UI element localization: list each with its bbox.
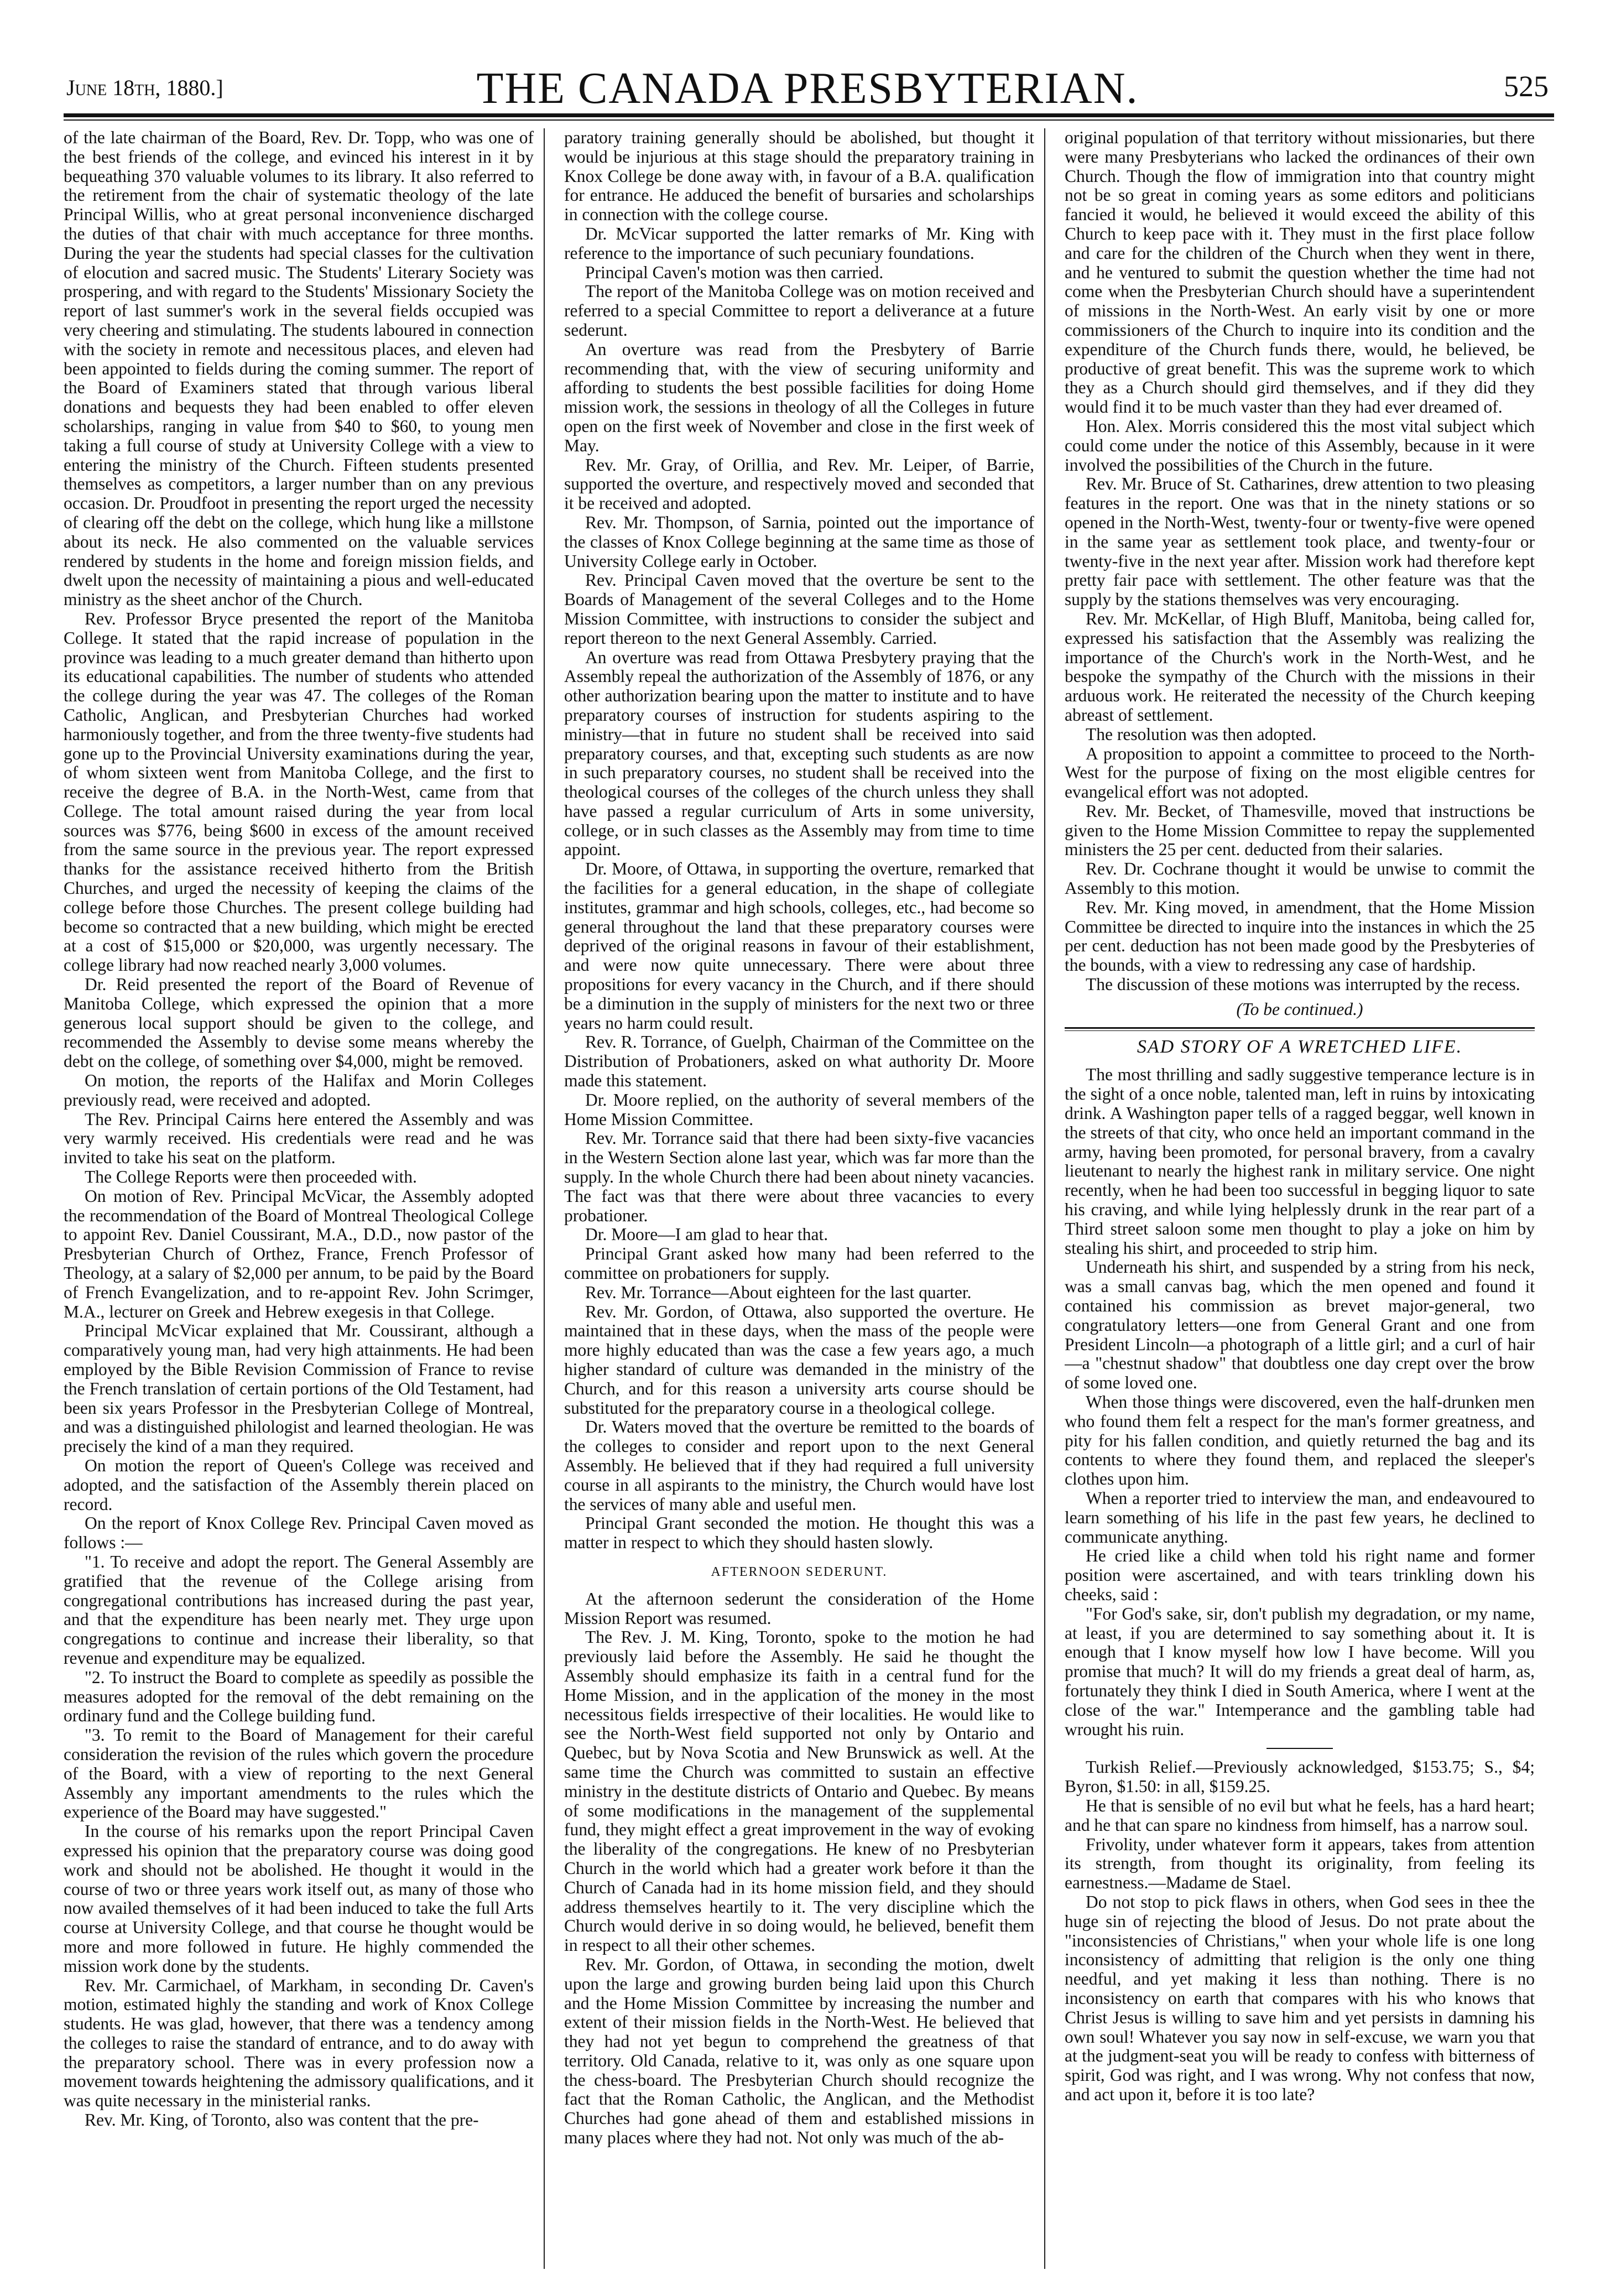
paragraph: Dr. Moore, of Ottawa, in supporting the overture, remarked that the facilities for a general education, in the shape of collegiate institutes, grammar and high schools, colleges, etc., had become so general throughout the land that these preparatory courses were deprived of the original reasons in favour of their establishment, and were now quite unnecessary. There were about three propositions for every vacancy in the Church, and if there should be a diminution in the supply of ministers for the next two or three years no harm could result. — [564, 859, 1034, 1033]
filler-item: Frivolity, under whatever form it appears, takes from attention its strength, from thought its originality, from feeling its earnestness.—Madame de Stael. — [1065, 1834, 1535, 1893]
newspaper-title: THE CANADA PRESBYTERIAN. — [476, 64, 1139, 113]
column-divider — [544, 128, 545, 2269]
section-rule-thin — [1065, 1030, 1535, 1031]
paragraph: Rev. Principal Caven moved that the overture be sent to the Boards of Management of the several Colleges and to the Home Mission Committee, with instructions to consider the subject and report thereon to the next General Assembly. Carried. — [564, 570, 1034, 648]
paragraph: On motion of Rev. Principal McVicar, the Assembly adopted the recommendation of the Board of Montreal Theological College to appoint Rev. Daniel Coussirant, M.A., D.D., now pastor of the Presbyterian Church of Orthez, France, French Professor of Theology, at a salary of $2,000 per annum, to be paid by the Board of French Evangelization, and to re-appoint Rev. John Scrimger, M.A., lecturer on Greek and Hebrew exegesis in that College. — [64, 1186, 534, 1321]
paragraph: Rev. Mr. Bruce of St. Catharines, drew attention to two pleasing features in the report. One was that in the ninety stations or so opened in the North-West, twenty-four or twenty-five were opened in the same year as settlement took place, and twenty-four or twenty-five in the next year after. Mission work had therefore kept pretty fair pace with settlement. The other feature was that the supply by the stations themselves was very encouraging. — [1065, 474, 1535, 610]
paragraph: He cried like a child when told his right name and former position were ascertained, and with tears trinkling down his cheeks, said : — [1065, 1546, 1535, 1604]
paragraph: of the late chairman of the Board, Rev. Dr. Topp, who was one of the best friends of the college, and evinced his interest in it by bequeathing 370 valuable volumes to its library. It also referred to the retirement from the chair of systematic theology of the late Principal Willis, who at great personal inconvenience discharged the duties of that chair with much acceptance for three months. During the year the students had special classes for the cultivation of elocution and sacred music. The Students' Literary Society was prospering, and with regard to the Students' Missionary Society the report of last summer's work in the several fields occupied was very cheering and stimulating. The students laboured in connection with the society in remote and necessitous places, and eleven had been appointed to fields during the coming summer. The report of the Board of Examiners stated that through various liberal donations and bequests they had been enabled to offer eleven scholarships, ranging in value from $40 to $60, to young men taking a full course of study at University College with a view to entering the ministry of the Church. Fifteen students presented themselves as competitors, a larger number than on any previous occasion. Dr. Proudfoot in presenting the report urged the necessity of clearing off the debt on the college, which hung like a millstone about its neck. He also commented on the valuable services rendered by students in the home and foreign mission fields, and dwelt upon the necessity of maintaining a pious and well-educated ministry as the sheet anchor of the Church. — [64, 128, 534, 610]
paragraph: Dr. Moore—I am glad to hear that. — [585, 1225, 828, 1245]
paragraph: In the course of his remarks upon the report Principal Caven expressed his opinion that the preparatory course was doing good work and should not be abolished. He thought it would in the course of two or three years work itself out, as many of those who now availed themselves of it had been induced to take the full Arts course at University College, and that course he thought would be more and more followed in future. He highly commended the mission work done by the students. — [64, 1821, 534, 1976]
paragraph: The Rev. J. M. King, Toronto, spoke to the motion he had previously laid before the Assembly. He said he thought the Assembly should emphasize its faith in a central fund for the Home Mission, and in the application of the money in the most necessitous fields irrespective of their localities. He would like to see the North-West field supported not only by Ontario and Quebec, but by Nova Scotia and New Brunswick as well. At the same time the Church was committed to sustain an effective ministry in the destitute districts of Ontario and Quebec. By means of some modifications in the management of the supplemental fund, they might effect a great improvement in the way of evoking the liberality of the congregations. He knew of no Presbyterian Church in the world which had a greater work before it than the Church of Canada had in its home mission field, and they should address themselves heartily to it. The very discipline which the Church would derive in so doing would, he believed, benefit them in respect to all their other schemes. — [564, 1627, 1034, 1955]
paragraph: Rev. Mr. Becket, of Thamesville, moved that instructions be given to the Home Mission Committee to repay the supplemented ministers the 25 per cent. deducted from their salaries. — [1065, 801, 1535, 860]
page-header — [61, 41, 1554, 113]
paragraph: Rev. Professor Bryce presented the report of the Manitoba College. It stated that the rapid increase of population in the province was leading to a much greater demand than hitherto upon its educational capabilities. The number of students who attended the college during the year was 47. The colleges of the Roman Catholic, Anglican, and Presbyterian Churches had worked harmoniously together, and from the three twenty-five students had gone up to the Provincial University examinations during the year, of whom sixteen went from Manitoba College, and the first to receive the degree of B.A. in the North-West, came from that College. The total amount raised during the year from local sources was $776, being $600 in excess of the amount received from the same source in the previous year. The report expressed thanks for the assistance received hitherto from the British Churches, and urged the necessity of keeping the claims of the college before those Churches. The present college building had become so contracted that a new building, which might be erected at a cost of $15,000 or $20,000, was urgently necessary. The college library had now reached nearly 3,000 volumes. — [64, 608, 534, 975]
paragraph: Rev. Mr. King moved, in amendment, that the Home Mission Committee be directed to inquire into the instances in which the 25 per cent. deduction has not been made good by the Presbyteries of the bounds, with a view to redressing any case of hardship. — [1065, 897, 1535, 975]
paragraph: When those things were discovered, even the half-drunken men who found them felt a respect for the man's former greatness, and pity for his fallen condition, and quietly returned the bag and its contents to where they found them, and replaced the sleeper's clothes upon him. — [1065, 1392, 1535, 1489]
divider — [1267, 1748, 1333, 1749]
paragraph: An overture was read from Ottawa Presbytery praying that the Assembly repeal the authorization of the Assembly of 1876, or any other authorization bearing upon the matter to institute and to have preparatory courses of instruction for students aspiring to the ministry—that in future no student shall be received into said preparatory courses, and that, excepting such students as are now in such preparatory courses, no student shall be received into the theological courses of the colleges of the church unless they shall have passed a regular curriculum of Arts in some university, college, or in such classes as the Assembly may from time to time appoint. — [564, 647, 1034, 860]
paragraph: "2. To instruct the Board to complete as speedily as possible the measures adopted for the removal of the debt remaining on the ordinary fund and the College building fund. — [64, 1667, 534, 1726]
paragraph: Rev. Mr. Thompson, of Sarnia, pointed out the importance of the classes of Knox College beginning at the same time as those of University College early in October. — [564, 512, 1034, 571]
header-rule-thin — [64, 119, 1554, 121]
paragraph: Principal Grant seconded the motion. He thought this was a matter in respect to which they should hasten slowly. — [564, 1513, 1034, 1553]
paragraph: "1. To receive and adopt the report. The General Assembly are gratified that the revenue of the College arising from congregational contributions has increased during the past year, and that the expenditure has been nearly met. They urge upon congregations to continue and increase their liberality, so that revenue and expenditure may be equalized. — [64, 1552, 534, 1668]
header-rule — [64, 113, 1554, 117]
paragraph: On motion the report of Queen's College was received and adopted, and the satisfaction of the Assembly therein placed on record. — [64, 1455, 534, 1514]
paragraph: Hon. Alex. Morris considered this the most vital subject which could come under the notice of this Assembly, because in it were involved the possibilities of the Church in the future. — [1065, 416, 1535, 475]
paragraph: Rev. Mr. Gray, of Orillia, and Rev. Mr. Leiper, of Barrie, supported the overture, and respectively moved and seconded that it be received and adopted. — [564, 455, 1034, 513]
paragraph: On the report of Knox College Rev. Principal Caven moved as follows :— — [64, 1513, 534, 1553]
paragraph: Principal Grant asked how many had been referred to the committee on probationers for supply. — [564, 1244, 1034, 1283]
filler-item: He that is sensible of no evil but what he feels, has a hard heart; and he that can spare no kindness from himself, has a narrow soul. — [1065, 1795, 1535, 1835]
section-subheading: AFTERNOON SEDERUNT. — [711, 1564, 888, 1579]
paragraph: Rev. Mr. McKellar, of High Bluff, Manitoba, being called for, expressed his satisfaction that the Assembly was realizing the importance of the Church's work in the North-West, and he bespoke the sympathy of the Church with the missions in their arduous work. He reiterated the necessity of the Church keeping abreast of settlement. — [1065, 608, 1535, 725]
paragraph: A proposition to appoint a committee to proceed to the North-West for the purpose of fixing on the most eligible centres for evangelical effort was not adopted. — [1065, 743, 1535, 802]
paragraph: Dr. Waters moved that the overture be remitted to the boards of the colleges to consider and report upon to the next General Assembly. He believed that if they had required a full university course in all aspirants to the ministry, the Church would have lost the services of many able and useful men. — [564, 1417, 1034, 1514]
paragraph: Rev. Mr. Gordon, of Ottawa, in seconding the motion, dwelt upon the large and growing burden being laid upon this Church and the Home Mission Committee by increasing the number and extent of their mission fields in the North-West. He believed that they had not yet begun to comprehend the greatness of that territory. Old Canada, relative to it, was only as one square upon the chess-board. The Presbyterian Church should recognize the fact that the Roman Catholic, the Anglican, and the Methodist Churches had gone ahead of them and established missions in many places where they had not. Not only was much of the ab- — [564, 1954, 1034, 2148]
paragraph: Underneath his shirt, and suspended by a string from his neck, was a small canvas bag, which the men opened and found it contained his commission as brevet major-general, two congratulatory letters—one from General Grant and one from President Lincoln—a photograph of a little girl; and a curl of hair—a "chestnut shadow" that doubtless one day crept over the brow of some loved one. — [1065, 1257, 1535, 1393]
paragraph: The discussion of these motions was interrupted by the recess. — [1086, 975, 1520, 995]
column-2 — [564, 128, 1034, 2274]
paragraph: Dr. McVicar supported the latter remarks of Mr. King with reference to the importance of such pecuniary foundations. — [564, 223, 1034, 263]
paragraph: Rev. Mr. Gordon, of Ottawa, also supported the overture. He maintained that in these days, when the mass of the people were more highly educated than was the case a few years ago, a much higher standard of culture was demanded in the ministry of the Church, and for this reason a university arts course should be substituted for the preparatory course in a theological college. — [564, 1301, 1034, 1418]
paragraph: "For God's sake, sir, don't publish my degradation, or my name, at least, if you are determined to say something about it. It is enough that I know myself how low I have become. Will you promise that much? It will do my friends a great deal of harm, as, fortunately they think I died in South America, where I went at the close of the war." Intemperance and the gambling table had wrought his ruin. — [1065, 1603, 1535, 1739]
paragraph: At the afternoon sederunt the consideration of the Home Mission Report was resumed. — [564, 1589, 1034, 1628]
column-divider — [1044, 128, 1045, 2269]
filler-item: Do not stop to pick flaws in others, when God sees in thee the huge sin of rejecting the blood of Jesus. Do not prate about the "inconsistencies of Christians," when your whole life is one long inconsistency of admitting that religion is the only one thing needful, and yet making it less than nothing. There is no inconsistency on earth that compares with his who knows that Christ Jesus is willing to save him and yet persists in damning his own soul! Whatever you say now in self-excuse, we warn you that at the judgment-seat you will be ready to confess with bitterness of spirit, God was right, and I was wrong. Why not confess that now, and act upon it, before it is too late? — [1065, 1892, 1535, 2104]
continued-note: (To be continued.) — [1236, 999, 1363, 1019]
paragraph: original population of that territory without missionaries, but there were many Presbyterians who lacked the ordinances of their own Church. Though the flow of immigration into that country might not be so great in coming years as some editors and politicians fancied it would, he believed it would exceed the ability of this Church to keep pace with it. They must in the first place follow and care for the children of the Church when they went in there, and he ventured to submit the question whether the time had not come when the Presbyterian Church should have a superintendent of missions in the North-West. An early visit by one or more commissioners of the Church to inquire into its condition and the expenditure of the Church funds there, would, he believed, be productive of great benefit. This was the supreme work to which they as a Church should gird themselves, and if they did they would find it to be much vaster than they had ever dreamed of. — [1065, 128, 1535, 417]
issue-date: June 18th, 1880.] — [66, 75, 223, 100]
column-3 — [1065, 128, 1535, 2274]
paragraph: Rev. Mr. Torrance—About eighteen for the last quarter. — [585, 1282, 972, 1302]
paragraph: Principal McVicar explained that Mr. Coussirant, although a comparatively young man, had very high attainments. He had been employed by the Bible Revision Commission of France to revise the French translation of certain portions of the Old Testament, had been six years Professor in the Presbyterian College of Montreal, and was a distinguished philologist and learned theologian. He was precisely the kind of a man they required. — [64, 1321, 534, 1456]
paragraph: Dr. Reid presented the report of the Board of Revenue of Manitoba College, which expressed the opinion that a more generous local support should be given to the college, and recommended the Assembly to devise some means whereby the debt on the college, of something over $4,000, might be removed. — [64, 975, 534, 1071]
paragraph: Rev. Dr. Cochrane thought it would be unwise to commit the Assembly to this motion. — [1065, 859, 1535, 898]
section-rule — [1065, 1027, 1535, 1029]
paragraph: Dr. Moore replied, on the authority of several members of the Home Mission Committee. — [564, 1090, 1034, 1129]
paragraph: Rev. Mr. King, of Toronto, also was content that the pre- — [85, 2110, 479, 2130]
paragraph: Rev. Mr. Carmichael, of Markham, in seconding Dr. Caven's motion, estimated highly the standing and work of Knox College students. He was glad, however, that there was a tendency among the colleges to raise the standard of entrance, and to do away with the preparatory school. There was in every profession now a movement towards heightening the admissory qualifications, and it was quite necessary in the ministerial ranks. — [64, 1975, 534, 2111]
paragraph: An overture was read from the Presbytery of Barrie recommending that, with the view of securing uniformity and affording to students the best possible facilities for doing Home mission work, the sessions in theology of all the Colleges in future open on the first week of November and close in the first week of May. — [564, 339, 1034, 455]
page-number: 525 — [1504, 70, 1549, 103]
paragraph: The College Reports were then proceeded with. — [85, 1167, 417, 1187]
paragraph: The report of the Manitoba College was on motion received and referred to a special Committee to report a deliverance at a future sederunt. — [564, 282, 1034, 340]
paragraph: When a reporter tried to interview the man, and endeavoured to learn something of his life in the past few years, he declined to communicate anything. — [1065, 1488, 1535, 1547]
paragraph: Principal Caven's motion was then carried. — [585, 262, 884, 282]
paragraph: The Rev. Principal Cairns here entered the Assembly and was very warmly received. His credentials were read and he was invited to take his seat on the platform. — [64, 1109, 534, 1168]
column-1 — [64, 128, 534, 2274]
article-title: SAD STORY OF A WRETCHED LIFE. — [1137, 1036, 1463, 1057]
paragraph: paratory training generally should be abolished, but thought it would be injurious at this stage should the preparatory training in Knox College be done away with, in favour of a B.A. qualification for entrance. He adduced the benefit of bursaries and scholarships in connection with the college course. — [564, 128, 1034, 225]
paragraph: The most thrilling and sadly suggestive temperance lecture is in the sight of a once noble, talented man, left in ruins by intoxicating drink. A Washington paper tells of a ragged beggar, well known in the streets of that city, who once held an important command in the army, having been promoted, for personal bravery, from a cavalry lieutenant to nearly the highest rank in military service. One night recently, when he had been too successful in begging liquor to sate his craving, and while lying helplessly drunk in the rear part of a Third street saloon some men thought to play a joke on him by stealing his shirt, and proceeded to strip him. — [1065, 1065, 1535, 1258]
paragraph: On motion, the reports of the Halifax and Morin Colleges previously read, were received and adopted. — [64, 1071, 534, 1110]
paragraph: The resolution was then adopted. — [1086, 724, 1317, 744]
paragraph: "3. To remit to the Board of Management for their careful consideration the revision of the rules which govern the procedure of the Board, with a view of reporting to the next General Assembly any important amendments to the rules which the experience of the Board may have suggested." — [64, 1725, 534, 1822]
paragraph: Rev. R. Torrance, of Guelph, Chairman of the Committee on the Distribution of Probationers, asked on what authority Dr. Moore made this statement. — [564, 1032, 1034, 1091]
turkish-relief-notice: Turkish Relief.—Previously acknowledged, $153.75; S., $4; Byron, $1.50: in all, $159.25. — [1065, 1757, 1535, 1797]
paragraph: Rev. Mr. Torrance said that there had been sixty-five vacancies in the Western Section alone last year, which was far more than the supply. In the whole Church there had been about ninety vacancies. The fact was that there were about three vacancies to every probationer. — [564, 1128, 1034, 1225]
